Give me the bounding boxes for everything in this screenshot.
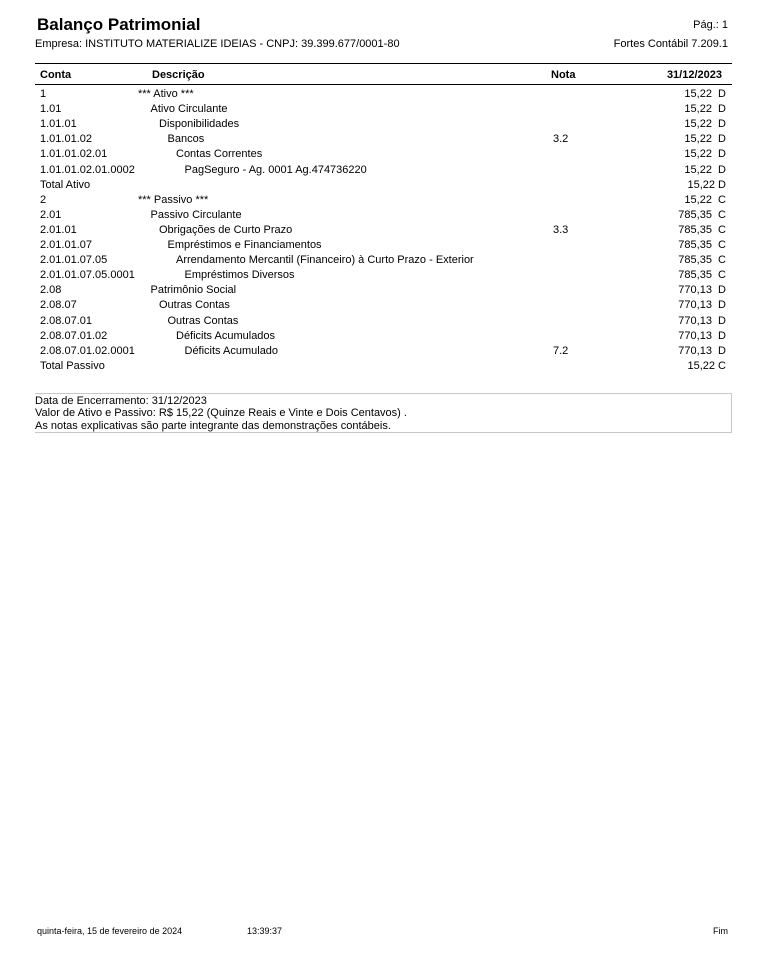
- account-value: 770,13 D: [678, 344, 726, 357]
- column-header-conta: Conta: [40, 69, 72, 81]
- note-reference: 7.2: [553, 344, 569, 357]
- account-value: 15,22 C: [687, 359, 726, 372]
- company-info: Empresa: INSTITUTO MATERIALIZE IDEIAS - CNPJ: 39.399.677/0001-80: [35, 38, 400, 50]
- account-value: 770,13 D: [678, 329, 726, 342]
- account-code: 2.08.07.01: [40, 314, 92, 327]
- account-description: PagSeguro - Ag. 0001 Ag.474736220: [184, 163, 367, 176]
- account-description: *** Passivo ***: [138, 193, 209, 206]
- account-code: 2.01: [40, 208, 62, 221]
- account-code: 2.08.07.01.02.0001: [40, 344, 135, 357]
- account-value: 785,35 C: [678, 269, 726, 282]
- column-header-nota: Nota: [551, 69, 576, 81]
- footer-date: quinta-feira, 15 de fevereiro de 2024: [37, 926, 183, 936]
- account-code: 1.01.01.02: [40, 133, 92, 146]
- account-code: 2.08.07: [40, 299, 77, 312]
- account-description: Déficits Acumulados: [176, 329, 276, 342]
- account-description: Obrigações de Curto Prazo: [159, 223, 293, 236]
- closing-date: Data de Encerramento: 31/12/2023: [35, 395, 207, 407]
- account-description: Patrimônio Social: [150, 284, 237, 297]
- account-value: 770,13 D: [678, 284, 726, 297]
- table-row: [0, 269, 768, 284]
- header-bottom-rule: [35, 84, 732, 85]
- account-value: 15,22 D: [684, 103, 726, 116]
- note-reference: 3.3: [553, 223, 569, 236]
- table-row: [0, 345, 768, 360]
- account-description: Empréstimos e Financiamentos: [167, 239, 322, 251]
- account-code: 2.08.07.01.02: [40, 329, 108, 342]
- explanatory-note: As notas explicativas são parte integrante das demonstrações contábeis.: [35, 420, 391, 432]
- page-number: Pág.: 1: [693, 19, 728, 31]
- column-header-date: 31/12/2023: [666, 69, 722, 81]
- table-row: [0, 209, 768, 224]
- account-code: 2.08: [40, 284, 62, 297]
- account-value: 785,35 C: [678, 254, 726, 267]
- account-code: 2.01.01.07.05.0001: [40, 269, 135, 282]
- account-code: 2.01.01: [40, 223, 77, 236]
- table-row: [0, 330, 768, 345]
- table-row: [0, 103, 768, 118]
- account-code: 1.01.01.02.01.0002: [40, 163, 135, 176]
- account-code: 1.01: [40, 103, 62, 116]
- table-row: [0, 118, 768, 133]
- table-row: [0, 148, 768, 163]
- table-row: [0, 88, 768, 103]
- footer-end: Fim: [713, 926, 728, 936]
- account-value: 15,22 D: [684, 118, 726, 131]
- account-description: Contas Correntes: [176, 148, 263, 161]
- table-row: [0, 299, 768, 314]
- account-description: Outras Contas: [159, 299, 230, 312]
- footer-time: 13:39:37: [247, 926, 283, 936]
- account-value: 15,22 D: [684, 133, 726, 146]
- table-row: [0, 164, 768, 179]
- account-value: 770,13 D: [678, 299, 726, 312]
- account-code: Total Ativo: [40, 178, 91, 191]
- total-value-text: Valor de Ativo e Passivo: R$ 15,22 (Quinze Reais e Vinte e Dois Centavos) .: [35, 407, 407, 419]
- account-code: 2.01.01.07: [40, 239, 92, 251]
- account-description: Bancos: [167, 133, 205, 146]
- account-description: Déficits Acumulado: [184, 344, 279, 357]
- account-code: 1.01.01: [40, 118, 77, 131]
- account-description: Ativo Circulante: [150, 103, 228, 116]
- account-description: *** Ativo ***: [138, 88, 194, 100]
- table-row: [0, 133, 768, 148]
- table-row: [0, 194, 768, 209]
- account-code: 1.01.01.02.01: [40, 148, 108, 161]
- table-row: [0, 284, 768, 299]
- report-title: Balanço Patrimonial: [37, 15, 201, 34]
- notes-box: [35, 393, 732, 433]
- account-code: 1: [40, 88, 47, 100]
- account-description: Empréstimos Diversos: [184, 269, 295, 282]
- account-value: 785,35 C: [678, 239, 726, 251]
- account-code: 2: [40, 193, 47, 206]
- column-header-descricao: Descrição: [152, 69, 205, 81]
- account-value: 15,22 D: [684, 163, 726, 176]
- account-description: Disponibilidades: [159, 118, 240, 131]
- account-value: 785,35 C: [678, 208, 726, 221]
- account-value: 15,22 D: [687, 178, 726, 191]
- account-value: 15,22 D: [684, 88, 726, 100]
- note-reference: 3.2: [553, 133, 569, 146]
- account-code: 2.01.01.07.05: [40, 254, 108, 267]
- account-description: Arrendamento Mercantil (Financeiro) à Curto Prazo - Exterior: [176, 254, 474, 267]
- table-row: [0, 254, 768, 269]
- header-top-rule: [35, 63, 732, 64]
- system-version: Fortes Contábil 7.209.1: [613, 38, 728, 50]
- account-description: Outras Contas: [167, 314, 239, 327]
- table-row: [0, 224, 768, 239]
- account-code: Total Passivo: [40, 359, 105, 372]
- account-value: 785,35 C: [678, 223, 726, 236]
- account-description: Passivo Circulante: [150, 208, 242, 221]
- table-row: [0, 239, 768, 254]
- table-row: [0, 360, 768, 375]
- account-value: 770,13 D: [678, 314, 726, 327]
- table-row: [0, 179, 768, 194]
- account-value: 15,22 D: [684, 148, 726, 161]
- account-value: 15,22 C: [684, 193, 726, 206]
- table-row: [0, 315, 768, 330]
